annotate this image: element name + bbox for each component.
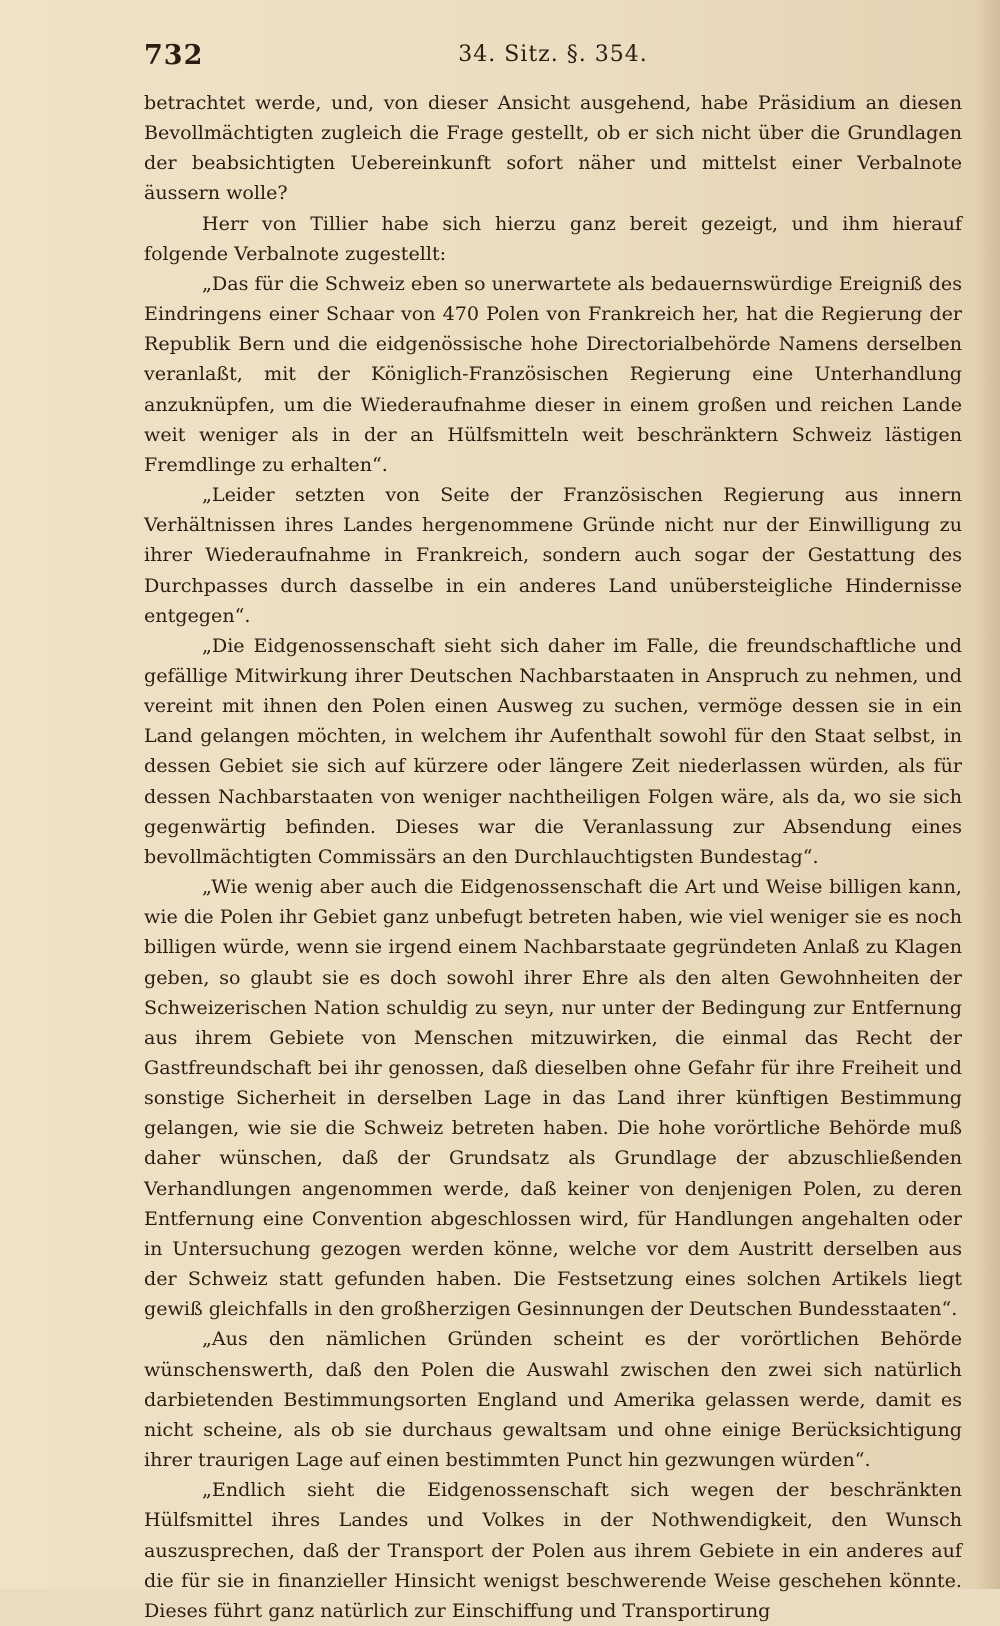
paragraph-intro-note: Herr von Tillier habe sich hierzu ganz bereit gezeigt, und ihm hierauf folgende Verbalnote zugestellt:: [144, 211, 962, 265]
page-header: [144, 40, 962, 76]
paragraph-quote: „Leider setzten von Seite der Französischen Regierung aus innern Verhältnissen ihres Landes hergenommene Gründe nicht nur der Einwilligung zu ihrer Wiederaufnahme in Frankreich, sondern auch sogar der Gestattung des Durchpasses durch dasselbe in ein anderes Land unübersteigliche Hindernisse entgegen“.: [144, 483, 962, 627]
paragraph-quote: „Endlich sieht die Eidgenossenschaft sich wegen der beschränkten Hülfsmittel ihres Landes und Volkes in der Nothwendigkeit, den Wunsch auszusprechen, daß der Transport der Polen aus ihrem Gebiete in ein anderes auf die für sie in finanzieller Hinsicht wenigst beschwerende Weise geschehen könnte. Dieses führt ganz natürlich zur Einschiffung und Transportirung: [144, 1478, 962, 1622]
running-head: 34. Sitz. §. 354.: [458, 42, 648, 67]
page-number: 732: [144, 40, 204, 71]
paragraph-quote: „Wie wenig aber auch die Eidgenossenschaft die Art und Weise billigen kann, wie die Polen ihr Gebiet ganz unbefugt betreten haben, wie viel weniger sie es noch billigen würde, wenn sie irgend einem Nachbarstaate gegründeten Anlaß zu Klagen geben, so glaubt sie es doch sowohl ihrer Ehre als den alten Gewohnheiten der Schweizerischen Nation schuldig zu seyn, nur unter der Bedingung zur Entfernung aus ihrem Gebiete von Menschen mitzuwirken, die einmal das Recht der Gastfreundschaft bei ihr genossen, daß dieselben ohne Gefahr für ihre Freiheit und sonstige Sicherheit in derselben Lage in das Land ihrer künftigen Bestimmung gelangen, wie sie die Schweiz betreten haben. Die hohe vorörtliche Behörde muß daher wünschen, daß der Grundsatz als Grundlage der abzuschließenden Verhandlungen angenommen werde, daß keiner von denjenigen Polen, zu deren Entfernung eine Convention abgeschlossen wird, für Handlungen angehalten oder in Untersuchung gezogen werden könne, welche vor dem Austritt derselben aus der Schweiz statt gefunden haben. Die Festsetzung eines solchen Artikels liegt gewiß gleichfalls in den großherzigen Gesinnungen der Deutschen Bundesstaaten“.: [144, 875, 962, 1321]
paragraph-quote: „Das für die Schweiz eben so unerwartete als bedauernswürdige Ereigniß des Eindringens einer Schaar von 470 Polen von Frankreich her, hat die Regierung der Republik Bern und die eidgenössische hohe Directorialbehörde Namens derselben veranlaßt, mit der Königlich-Französischen Regierung eine Unterhandlung anzuknüpfen, um die Wiederaufnahme dieser in einem großen und reichen Lande weit weniger als in der an Hülfsmitteln weit beschränktern Schweiz lästigen Fremdlinge zu erhalten“.: [144, 271, 962, 476]
paragraph-quote: „Die Eidgenossenschaft sieht sich daher im Falle, die freundschaftliche und gefällige Mitwirkung ihrer Deutschen Nachbarstaaten in Anspruch zu nehmen, und vereint mit ihnen den Polen einen Ausweg zu suchen, vermöge dessen sie in ein Land gelangen möchten, in welchem ihr Aufenthalt sowohl für den Staat selbst, in dessen Gebiet sie sich auf kürzere oder längere Zeit niederlassen würden, als für dessen Nachbarstaaten von weniger nachtheiligen Folgen wäre, als da, wo sie sich gegenwärtig befinden. Dieses war die Veranlassung zur Absendung eines bevollmächtigten Commissärs an den Durchlauchtigsten Bundestag“.: [144, 633, 962, 868]
paragraph-quote: „Aus den nämlichen Gründen scheint es der vorörtlichen Behörde wünschenswerth, daß den Polen die Auswahl zwischen den zwei sich natürlich darbietenden Bestimmungsorten England und Amerika gelassen werde, damit es nicht scheine, als ob sie durchaus gewaltsam und ohne einige Berücksichtigung ihrer traurigen Lage auf einen bestimmten Punct hin gezwungen würden“.: [144, 1327, 962, 1472]
body-text: [144, 88, 962, 1626]
page-edge-shadow: [974, 0, 1000, 1589]
paragraph-continuation: betrachtet werde, und, von dieser Ansicht ausgehend, habe Präsidium an diesen Bevollmächtigten zugleich die Frage gestellt, ob er sich nicht über die Grundlagen der beabsichtigten Uebereinkunft sofort näher und mittelst einer Verbalnote äussern wolle?: [144, 91, 962, 205]
